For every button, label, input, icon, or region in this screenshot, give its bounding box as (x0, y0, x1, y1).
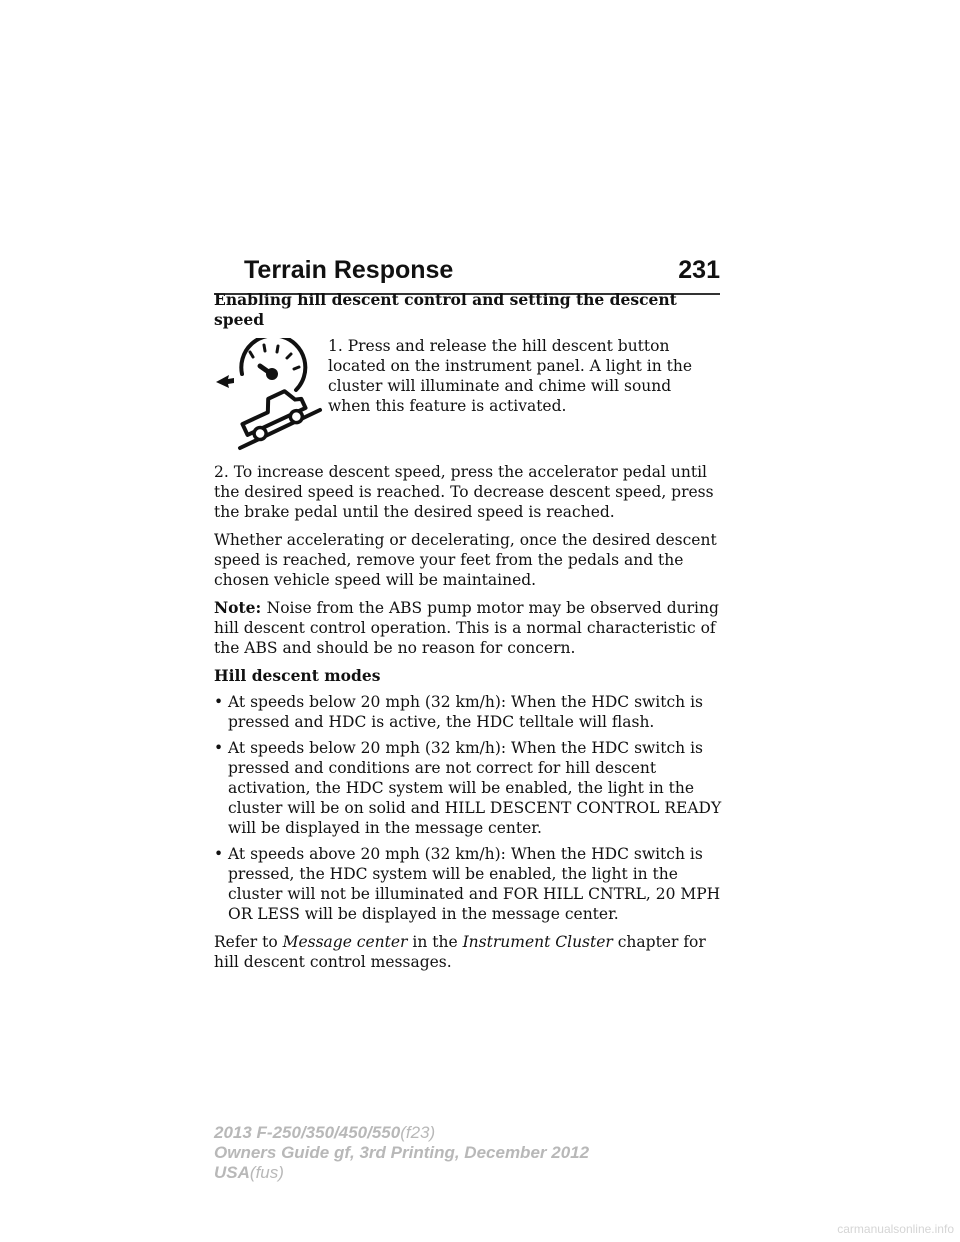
footer-model-code: (f23) (400, 1123, 436, 1142)
step-1-block (214, 336, 724, 456)
page-content (214, 290, 724, 980)
hill-descent-icon (214, 338, 326, 454)
instrument-cluster-link[interactable]: Instrument Cluster (462, 933, 618, 951)
footer-edition: Owners Guide gf, 3rd Printing, December 2012 (214, 1143, 590, 1162)
refer-paragraph: Refer to Message center in the Instrument Cluster chapter for hill descent control messages. (214, 933, 706, 971)
list-item: • At speeds below 20 mph (32 km/h): When the HDC switch is pressed and HDC is active, the HDC telltale will flash. (214, 693, 703, 731)
footer-region: USA (214, 1163, 250, 1182)
page-number: 231 (678, 256, 720, 284)
note-label: Note: (214, 598, 267, 617)
list-item: • At speeds below 20 mph (32 km/h): When the HDC switch is pressed and conditions are not correct for hill descent activation, the HDC system will be enabled, the light in the cluster will be on solid and HILL DESCENT CONTROL READY will be displayed in the message center. (214, 739, 722, 837)
note-text: Noise from the ABS pump motor may be observed during hill descent control operation. This is a normal characteristic of the ABS and should be no reason for concern. (214, 599, 719, 657)
footer-region-code: (fus) (249, 1163, 284, 1182)
chapter-title: Terrain Response (244, 256, 454, 284)
bullet-icon: • (214, 693, 224, 711)
footer-model: 2013 F-250/350/450/550 (214, 1123, 401, 1142)
watermark: carmanualsonline.info (837, 1222, 954, 1236)
step-2-text: 2. To increase descent speed, press the accelerator pedal until the desired speed is reached. To decrease descent speed, press the brake pedal until the desired speed is reached. (214, 463, 714, 521)
bullet-icon: • (214, 739, 224, 757)
page-footer (214, 1123, 589, 1183)
modes-list (214, 692, 724, 924)
bullet-icon: • (214, 845, 224, 863)
list-item: • At speeds above 20 mph (32 km/h): When the HDC switch is pressed, the HDC system will be enabled, the light in the cluster will not be illuminated and FOR HILL CNTRL, 20 MPH OR LESS will be displayed in the message center. (214, 845, 721, 923)
modes-heading: Hill descent modes (214, 666, 381, 685)
paragraph-maintain-speed: Whether accelerating or decelerating, once the desired descent speed is reached, remove your feet from the pedals and the chosen vehicle speed will be maintained. (214, 531, 717, 589)
section-heading: Enabling hill descent control and setting the descent speed (214, 290, 677, 329)
message-center-link[interactable]: Message center (282, 933, 413, 951)
step-1-text: 1. Press and release the hill descent button located on the instrument panel. A light in the cluster will illuminate and chime will sound when this feature is activated. (328, 337, 693, 415)
note-paragraph (214, 598, 724, 658)
